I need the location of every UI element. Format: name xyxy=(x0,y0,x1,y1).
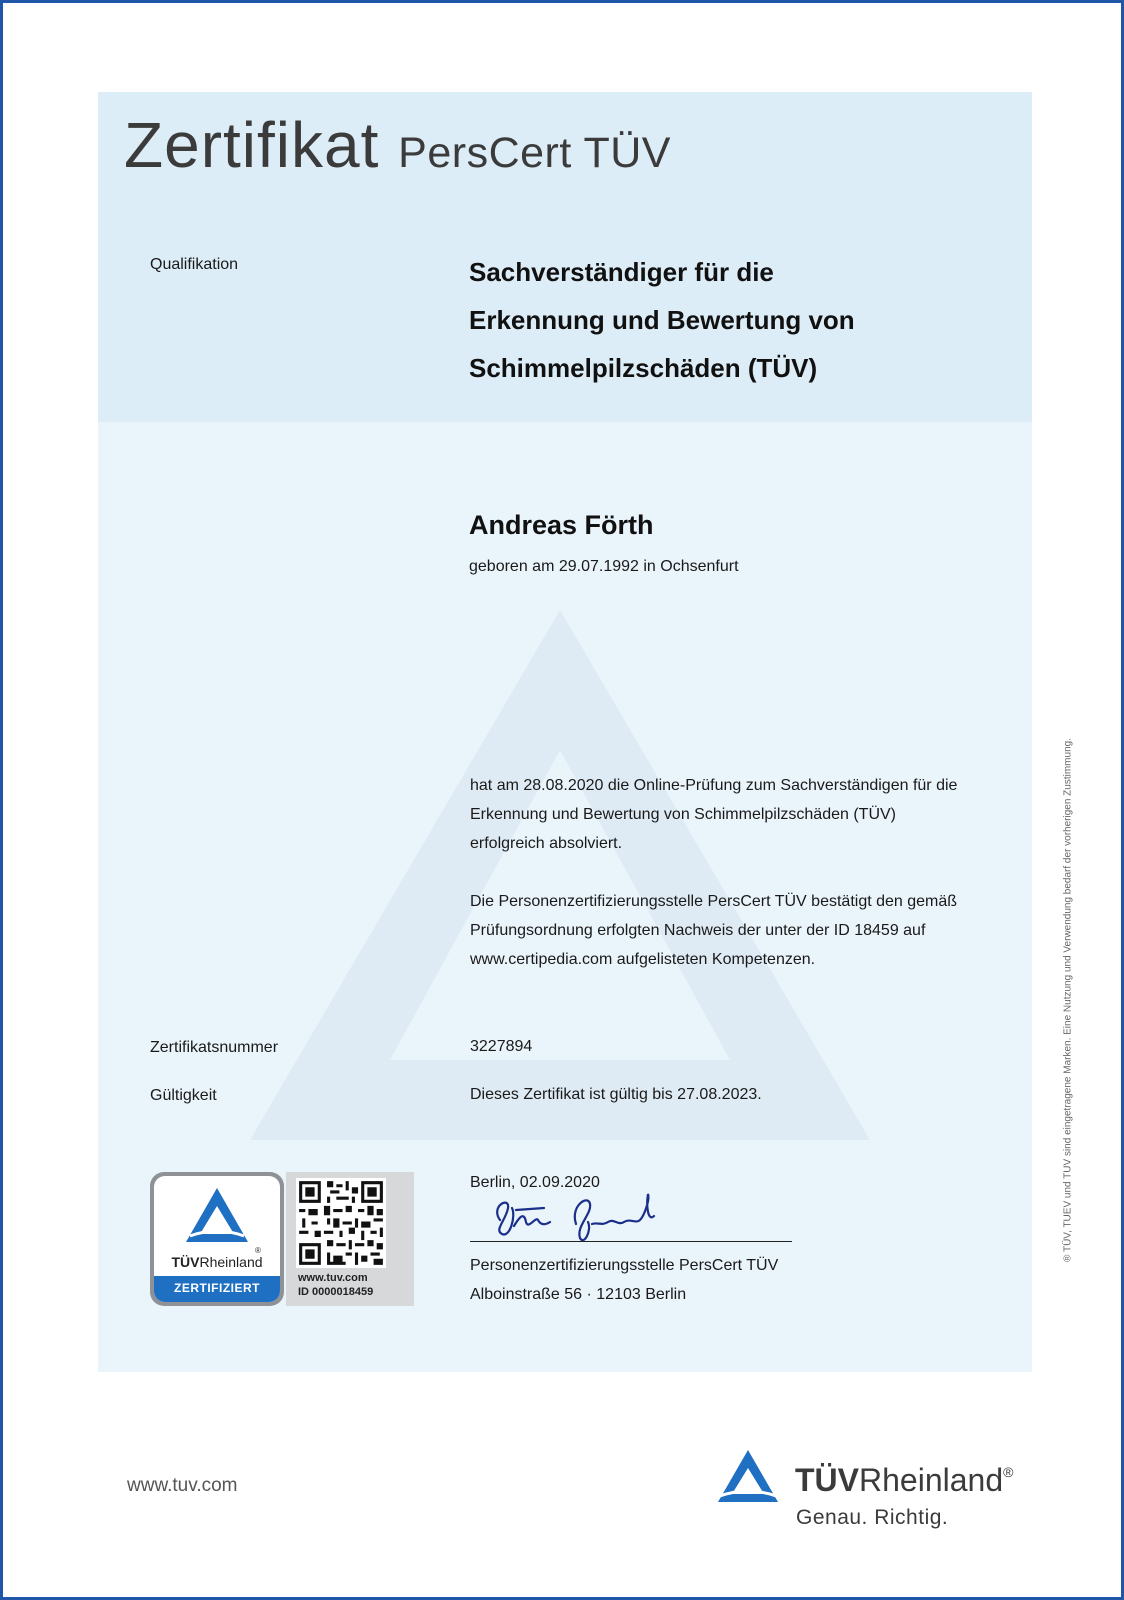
tuv-rheinland-logo-icon xyxy=(716,1448,780,1506)
badge-registered-mark: ® xyxy=(255,1246,261,1255)
validity-value: Dieses Zertifikat ist gültig bis 27.08.2023. xyxy=(470,1086,762,1103)
statement-line: www.certipedia.com aufgelisteten Kompetenzen. xyxy=(470,951,816,968)
holder-birth-info: geboren am 29.07.1992 in Ochsenfurt xyxy=(469,558,739,575)
qualification-title xyxy=(469,248,989,392)
certificate-title xyxy=(124,108,671,182)
footer-registered-mark: ® xyxy=(1003,1464,1014,1480)
badge-brand-light: Rheinland xyxy=(199,1254,263,1270)
badge-status: ZERTIFIZIERT xyxy=(154,1276,280,1302)
footer-brand xyxy=(795,1462,1013,1499)
badge-id: ID 0000018459 xyxy=(298,1286,374,1298)
signature-line xyxy=(470,1241,792,1242)
badge-url: www.tuv.com xyxy=(298,1272,368,1284)
tuv-triangle-watermark xyxy=(240,600,880,1160)
footer-slogan: Genau. Richtig. xyxy=(796,1506,949,1529)
certification-address: Alboinstraße 56 · 12103 Berlin xyxy=(470,1286,687,1303)
statement-line: Erkennung und Bewertung von Schimmelpilzschäden (TÜV) xyxy=(470,806,896,823)
tuv-triangle-icon xyxy=(184,1186,250,1246)
exam-statement xyxy=(470,771,1010,858)
qualification-line: Schimmelpilzschäden (TÜV) xyxy=(469,353,818,383)
qualification-line: Sachverständiger für die xyxy=(469,257,774,287)
validity-label: Gültigkeit xyxy=(150,1087,217,1104)
place-date: Berlin, 02.09.2020 xyxy=(470,1174,600,1191)
qualification-line: Erkennung und Bewertung von xyxy=(469,305,855,335)
qr-code-icon[interactable] xyxy=(296,1178,386,1268)
qr-card xyxy=(286,1172,414,1306)
badge-brand xyxy=(154,1254,280,1270)
statement-line: hat am 28.08.2020 die Online-Prüfung zum Sachverständigen für die xyxy=(470,777,958,794)
badge-inner xyxy=(154,1176,280,1302)
footer-url[interactable]: www.tuv.com xyxy=(127,1475,238,1496)
certification-body: Personenzertifizierungsstelle PersCert TÜV xyxy=(470,1257,779,1274)
footer-brand-light: Rheinland xyxy=(859,1462,1004,1498)
title-sub: PersCert TÜV xyxy=(398,129,671,177)
statement-line: Die Personenzertifizierungsstelle PersCert TÜV bestätigt den gemäß xyxy=(470,893,958,910)
trademark-note: ® TÜV, TUEV und TUV sind eingetragene Marken. Eine Nutzung und Verwendung bedarf der vorherigen Zustimmung. xyxy=(1062,738,1074,1262)
confirmation-statement xyxy=(470,887,1010,974)
title-main: Zertifikat xyxy=(124,109,380,181)
certificate-number-label: Zertifikatsnummer xyxy=(150,1039,279,1056)
qualification-label: Qualifikation xyxy=(150,256,239,273)
statement-line: Prüfungsordnung erfolgten Nachweis der unter der ID 18459 auf xyxy=(470,922,926,939)
statement-line: erfolgreich absolviert. xyxy=(470,835,623,852)
badge-brand-bold: TÜV xyxy=(171,1254,200,1270)
handwritten-signature xyxy=(480,1186,680,1248)
tuv-certified-badge xyxy=(150,1172,284,1306)
footer-brand-bold: TÜV xyxy=(795,1462,859,1498)
certificate-number-value: 3227894 xyxy=(470,1038,533,1055)
holder-name: Andreas Förth xyxy=(469,510,654,540)
